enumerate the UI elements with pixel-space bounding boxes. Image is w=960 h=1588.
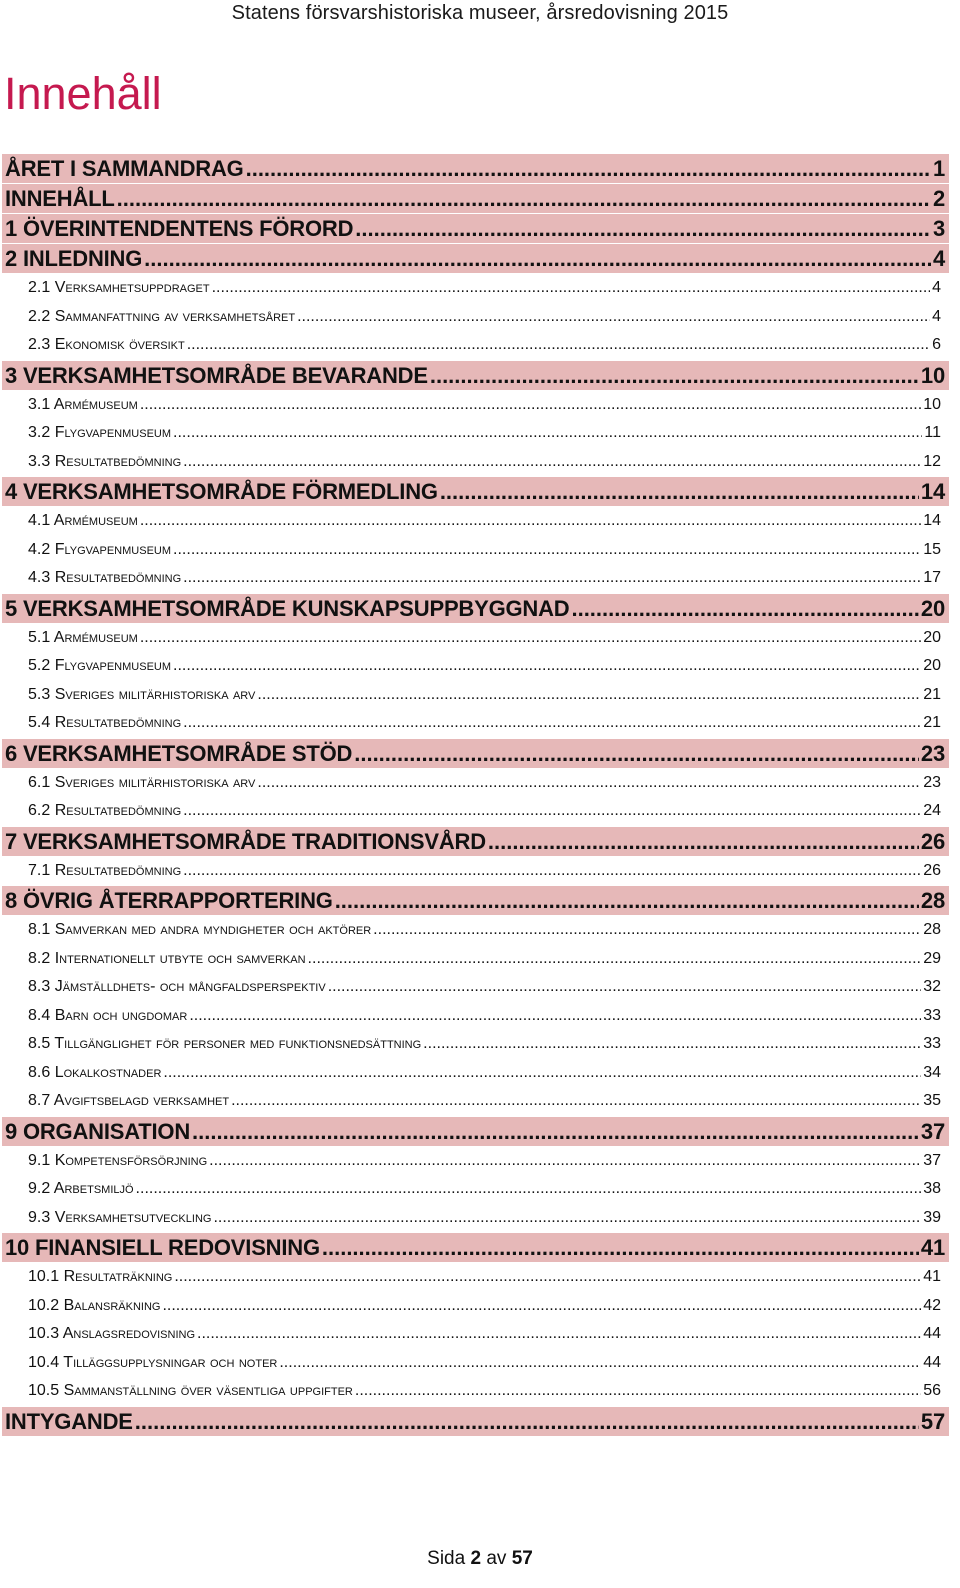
toc-entry-label: 5.2 Flygvapenmuseum (28, 657, 172, 674)
toc-entry-label: 8.4 Barn och ungdomar (28, 1006, 188, 1024)
toc-subsection-entry[interactable] (2, 709, 949, 738)
toc-subsection-entry[interactable] (2, 1204, 949, 1233)
dot-leader (192, 1117, 919, 1146)
toc-entry-label: 6.1 Sveriges militärhistoriska arv (28, 773, 256, 791)
toc-entry-page-number: 17 (923, 569, 941, 586)
toc-entry-label: 4 VERKSAMHETSOMRÅDE FÖRMEDLING (5, 479, 438, 504)
toc-subsection-entry[interactable] (2, 652, 949, 681)
toc-subsection-entry[interactable] (2, 331, 949, 360)
toc-entry-label: 8.6 Lokalkostnader (28, 1063, 162, 1081)
toc-entry-page-number: 20 (923, 628, 941, 646)
toc-entry-page-number: 56 (923, 1382, 941, 1399)
toc-entry-page-number: 32 (923, 978, 941, 995)
toc-subsection-entry[interactable] (2, 945, 949, 974)
toc-section-entry[interactable] (2, 1407, 949, 1436)
toc-entry-page-number: 6 (932, 336, 941, 353)
toc-entry-label: 2 INLEDNING (5, 246, 143, 271)
toc-entry-page-number: 33 (923, 1006, 941, 1024)
toc-entry-page-number: 44 (923, 1353, 941, 1371)
dot-leader (423, 1030, 921, 1059)
toc-subsection-entry[interactable] (2, 797, 949, 826)
toc-entry-label: 8.3 Jämställdhets- och mångfaldsperspektiv (28, 978, 326, 995)
toc-entry-label: 6.2 Resultatbedömning (28, 802, 182, 819)
toc-subsection-entry[interactable] (2, 564, 949, 593)
toc-entry-label: 9.2 Arbetsmiljö (28, 1180, 134, 1197)
toc-entry-page-number: 21 (923, 685, 941, 703)
toc-entry-page-number: 14 (920, 479, 945, 504)
toc-entry-page-number: 57 (920, 1408, 945, 1434)
toc-entry-label: 2.1 Verksamhetsuppdraget (28, 279, 210, 296)
toc-entry-label: 8.5 Tillgänglighet för personer med funktionsnedsättning (28, 1035, 422, 1052)
toc-entry-page-number: 1 (932, 156, 945, 181)
dot-leader (140, 507, 921, 536)
toc-section-entry[interactable] (2, 184, 949, 213)
dot-leader (308, 945, 922, 974)
toc-entry-page-number: 10 (923, 395, 941, 413)
toc-subsection-entry[interactable] (2, 1263, 949, 1292)
dot-leader (183, 709, 921, 738)
dot-leader (140, 391, 921, 420)
toc-entry-label: 10.5 Sammanställning över väsentliga uppgifter (28, 1382, 353, 1399)
toc-entry-page-number: 38 (923, 1180, 941, 1197)
toc-entry-page-number: 41 (923, 1268, 941, 1285)
dot-leader (328, 973, 922, 1002)
toc-entry-label: INTYGANDE (5, 1408, 133, 1434)
toc-subsection-entry[interactable] (2, 1059, 949, 1088)
dot-leader (173, 419, 922, 448)
toc-subsection-entry[interactable] (2, 536, 949, 565)
toc-section-entry[interactable] (2, 214, 949, 243)
dot-leader (279, 1349, 921, 1378)
toc-section-entry[interactable] (2, 739, 949, 768)
toc-entry-label: 7 VERKSAMHETSOMRÅDE TRADITIONSVÅRD (5, 828, 486, 854)
toc-entry-label: 10.3 Anslagsredovisning (28, 1325, 196, 1342)
toc-entry-label: 8.7 Avgiftsbelagd verksamhet (28, 1092, 230, 1109)
toc-entry-label: 4.1 Armémuseum (28, 512, 138, 529)
toc-subsection-entry[interactable] (2, 507, 949, 536)
toc-subsection-entry[interactable] (2, 448, 949, 477)
toc-subsection-entry[interactable] (2, 624, 949, 653)
toc-entry-page-number: 33 (923, 1035, 941, 1052)
toc-entry-label: 3 VERKSAMHETSOMRÅDE BEVARANDE (5, 362, 428, 388)
toc-entry-page-number: 23 (923, 773, 941, 791)
toc-subsection-entry[interactable] (2, 1087, 949, 1116)
toc-subsection-entry[interactable] (2, 1147, 949, 1176)
dot-leader (174, 1263, 921, 1292)
dot-leader (355, 214, 931, 243)
toc-section-entry[interactable] (2, 886, 949, 915)
toc-section-entry[interactable] (2, 154, 949, 183)
dot-leader (571, 594, 918, 623)
toc-entry-page-number: 24 (923, 802, 941, 819)
dot-leader (209, 1147, 921, 1176)
toc-section-entry[interactable] (2, 477, 949, 506)
table-of-contents (2, 153, 949, 1437)
toc-entry-page-number: 41 (920, 1235, 945, 1260)
toc-entry-label: 5.1 Armémuseum (28, 628, 138, 646)
dot-leader (231, 1087, 921, 1116)
dot-leader (117, 184, 931, 213)
toc-entry-page-number: 4 (932, 279, 941, 296)
toc-entry-page-number: 37 (920, 1118, 945, 1144)
toc-entry-label: 3.1 Armémuseum (28, 395, 138, 413)
toc-entry-page-number: 28 (920, 888, 945, 913)
dot-leader (257, 681, 921, 710)
toc-entry-label: 2.2 Sammanfattning av verksamhetsåret (28, 307, 296, 325)
dot-leader (335, 886, 919, 915)
toc-entry-page-number: 4 (932, 307, 941, 325)
toc-subsection-entry[interactable] (2, 681, 949, 710)
toc-entry-label: INNEHÅLL (5, 186, 115, 211)
toc-entry-page-number: 12 (923, 452, 941, 470)
toc-subsection-entry[interactable] (2, 274, 949, 303)
toc-subsection-entry[interactable] (2, 419, 949, 448)
toc-subsection-entry[interactable] (2, 857, 949, 886)
toc-entry-label: 6 VERKSAMHETSOMRÅDE STÖD (5, 740, 353, 766)
footer-separator: av (486, 1548, 507, 1569)
toc-entry-label: 3.3 Resultatbedömning (28, 452, 182, 470)
toc-entry-label: 9 ORGANISATION (5, 1118, 191, 1144)
dot-leader (163, 1059, 921, 1088)
toc-subsection-entry[interactable] (2, 1349, 949, 1378)
toc-subsection-entry[interactable] (2, 973, 949, 1002)
toc-entry-page-number: 26 (920, 828, 945, 854)
dot-leader (213, 1204, 921, 1233)
toc-entry-label: 10.2 Balansräkning (28, 1296, 161, 1314)
toc-entry-label: 5.3 Sveriges militärhistoriska arv (28, 685, 256, 703)
toc-entry-page-number: 42 (923, 1296, 941, 1314)
footer-current-page: 2 (470, 1548, 482, 1569)
running-header: Statens försvarshistoriska museer, årsredovisning 2015 (231, 2, 729, 24)
toc-entry-label: 7.1 Resultatbedömning (28, 861, 182, 879)
toc-subsection-entry[interactable] (2, 1320, 949, 1349)
toc-entry-label: 8.2 Internationellt utbyte och samverkan (28, 949, 306, 967)
toc-subsection-entry[interactable] (2, 303, 949, 332)
footer-total-pages: 57 (511, 1548, 533, 1569)
toc-entry-label: 10.4 Tilläggsupplysningar och noter (28, 1353, 278, 1371)
toc-subsection-entry[interactable] (2, 1292, 949, 1321)
toc-entry-page-number: 23 (920, 740, 945, 766)
dot-leader (144, 244, 931, 273)
toc-entry-label: 4.2 Flygvapenmuseum (28, 540, 172, 558)
toc-entry-page-number: 29 (923, 949, 941, 967)
dot-leader (187, 331, 930, 360)
toc-entry-label: ÅRET I SAMMANDRAG (5, 156, 244, 181)
toc-entry-label: 9.3 Verksamhetsutveckling (28, 1208, 212, 1226)
dot-leader (373, 916, 921, 945)
dot-leader (297, 303, 930, 332)
toc-entry-label: 2.3 Ekonomisk översikt (28, 336, 185, 353)
footer-prefix: Sida (427, 1548, 466, 1569)
toc-entry-page-number: 28 (923, 921, 941, 938)
toc-entry-page-number: 14 (923, 512, 941, 529)
toc-subsection-entry[interactable] (2, 391, 949, 420)
toc-entry-page-number: 11 (924, 424, 941, 441)
dot-leader (197, 1320, 921, 1349)
toc-entry-label: 8.1 Samverkan med andra myndigheter och aktörer (28, 921, 372, 938)
toc-entry-page-number: 15 (923, 540, 941, 558)
toc-entry-page-number: 20 (920, 595, 945, 621)
toc-section-entry[interactable] (2, 827, 949, 856)
toc-entry-label: 5 VERKSAMHETSOMRÅDE KUNSKAPSUPPBYGGNAD (5, 595, 570, 621)
toc-subsection-entry[interactable] (2, 1377, 949, 1406)
dot-leader (135, 1407, 919, 1436)
dot-leader (246, 154, 931, 183)
dot-leader (257, 769, 921, 798)
toc-entry-page-number: 37 (923, 1151, 941, 1169)
toc-entry-page-number: 3 (932, 216, 945, 241)
toc-entry-label: 1 ÖVERINTENDENTENS FÖRORD (5, 216, 354, 241)
dot-leader (488, 827, 919, 856)
toc-entry-page-number: 10 (920, 362, 945, 388)
toc-entry-page-number: 35 (923, 1092, 941, 1109)
toc-entry-page-number: 21 (923, 714, 941, 731)
toc-subsection-entry[interactable] (2, 1175, 949, 1204)
toc-section-entry[interactable] (2, 1233, 949, 1262)
toc-subsection-entry[interactable] (2, 1002, 949, 1031)
toc-entry-page-number: 34 (923, 1063, 941, 1081)
toc-section-entry[interactable] (2, 361, 949, 390)
dot-leader (322, 1233, 919, 1262)
toc-section-entry[interactable] (2, 594, 949, 623)
toc-entry-page-number: 4 (932, 246, 945, 271)
toc-entry-label: 10 FINANSIELL REDOVISNING (5, 1235, 320, 1260)
toc-entry-page-number: 26 (923, 861, 941, 879)
toc-subsection-entry[interactable] (2, 1030, 949, 1059)
toc-entry-label: 10.1 Resultaträkning (28, 1268, 173, 1285)
toc-entry-page-number: 20 (923, 657, 941, 674)
dot-leader (183, 564, 921, 593)
toc-entry-label: 5.4 Resultatbedömning (28, 714, 182, 731)
dot-leader (173, 652, 921, 681)
dot-leader (212, 274, 930, 303)
toc-entry-page-number: 39 (923, 1208, 941, 1226)
dot-leader (430, 361, 919, 390)
toc-entry-page-number: 44 (923, 1325, 941, 1342)
toc-subsection-entry[interactable] (2, 916, 949, 945)
dot-leader (183, 857, 921, 886)
dot-leader (173, 536, 921, 565)
toc-section-entry[interactable] (2, 1117, 949, 1146)
dot-leader (354, 739, 919, 768)
page-footer (0, 1548, 960, 1570)
dot-leader (183, 797, 921, 826)
toc-entry-label: 3.2 Flygvapenmuseum (28, 424, 172, 441)
page-title: Innehåll (4, 68, 162, 119)
dot-leader (440, 477, 919, 506)
dot-leader (183, 448, 921, 477)
toc-entry-label: 9.1 Kompetensförsörjning (28, 1151, 208, 1169)
toc-entry-page-number: 2 (932, 186, 945, 211)
toc-entry-label: 8 ÖVRIG ÅTERRAPPORTERING (5, 888, 333, 913)
dot-leader (140, 624, 921, 653)
toc-section-entry[interactable] (2, 244, 949, 273)
dot-leader (189, 1002, 921, 1031)
dot-leader (136, 1175, 922, 1204)
dot-leader (355, 1377, 921, 1406)
dot-leader (162, 1292, 921, 1321)
toc-subsection-entry[interactable] (2, 769, 949, 798)
toc-entry-label: 4.3 Resultatbedömning (28, 569, 182, 586)
